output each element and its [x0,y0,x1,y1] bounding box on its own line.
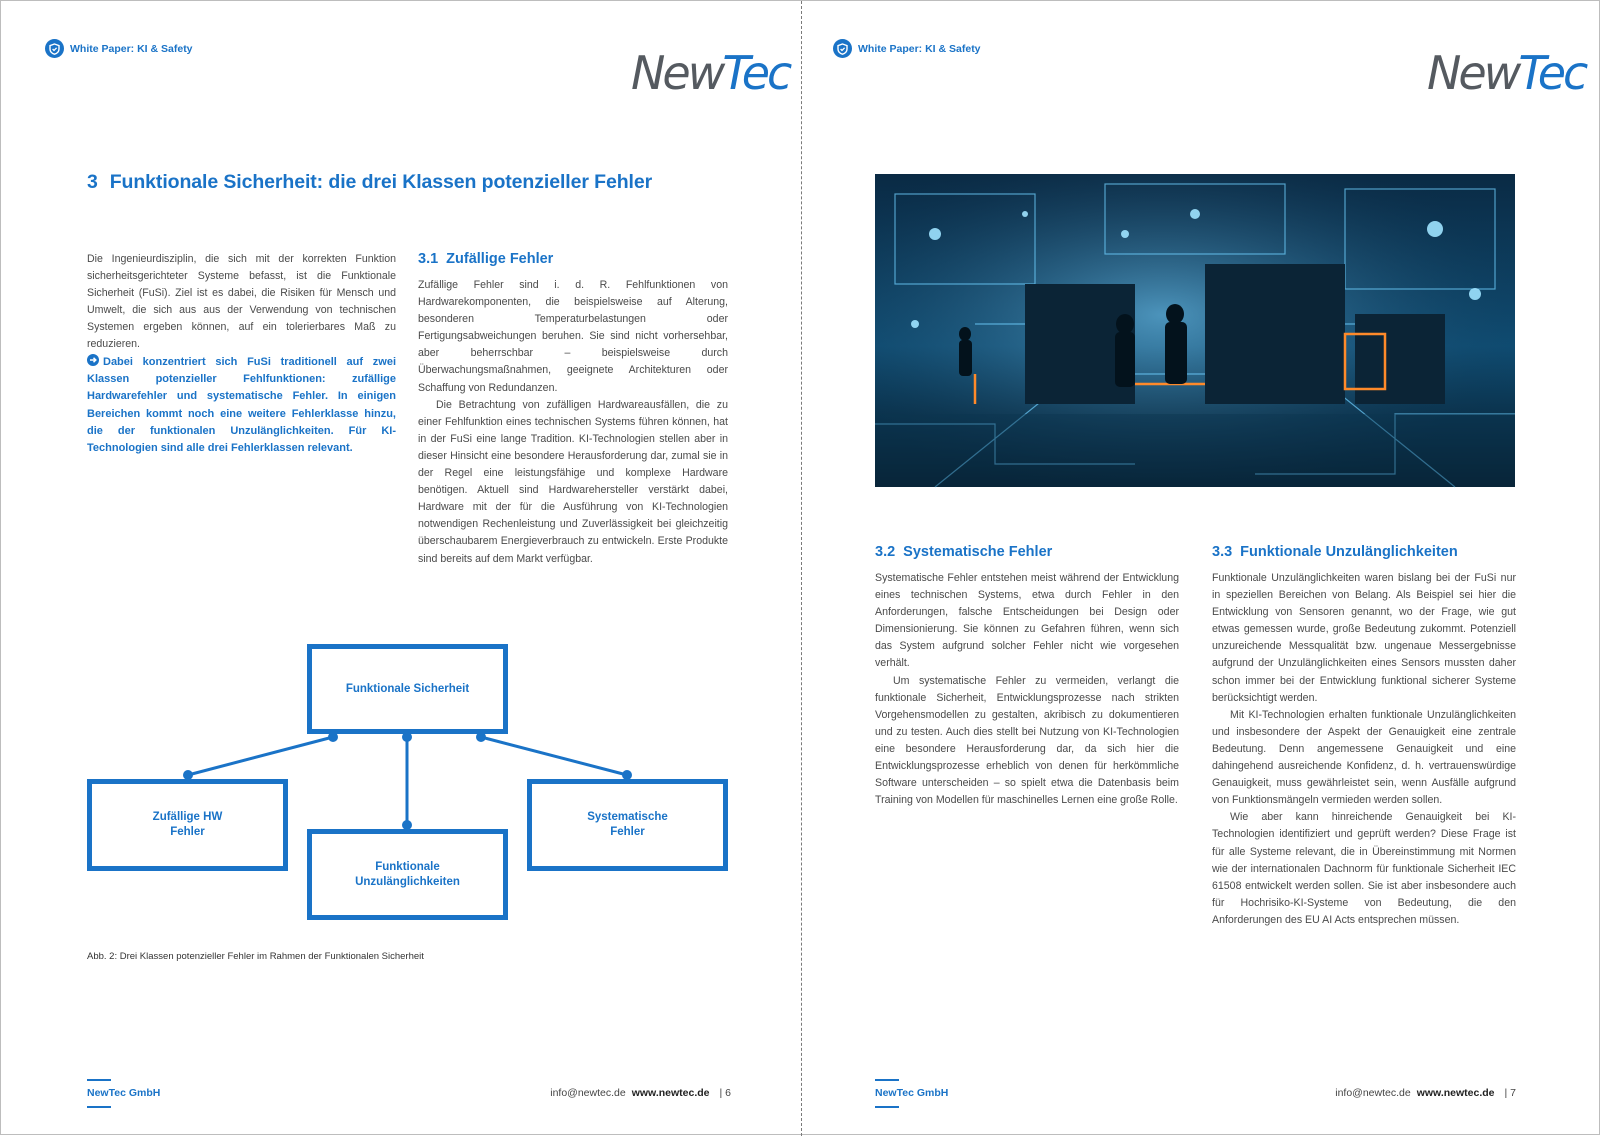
box-functional-safety: Funktionale Sicherheit [307,644,508,734]
footer-web[interactable]: www.newtec.de [1416,1087,1495,1099]
svg-text:NewTec: NewTec [631,46,790,100]
newtec-logo [631,37,790,101]
footer-contact [1335,1087,1516,1099]
arrow-circle-icon [87,354,99,366]
footer-company: NewTec GmbH [875,1087,949,1099]
svg-text:NewTec: NewTec [1427,46,1586,100]
shield-icon [45,39,64,58]
callout-text: Dabei konzentriert sich FuSi traditionell auf zwei Klassen potenzieller Fehlfunktionen: zufällige Hardwarefehler und systematische Fehler. In einigen Bereichen kommt noch eine weitere Fehlerklasse hinzu, die der funktionalen Unzulänglichkeiten. Für KI-Technologien sind alle drei Fehlerklassen relevant. [87,356,396,455]
footer-email[interactable]: info@newtec.de [1335,1087,1411,1099]
newtec-logo [1427,37,1586,101]
page-left [1,1,801,1136]
factory-illustration [875,174,1515,487]
figure-caption: Abb. 2: Drei Klassen potenzieller Fehler im Rahmen der Funktionalen Sicherheit [87,951,424,962]
page-number: | 7 [1504,1087,1516,1099]
fault-classes-diagram [87,641,729,923]
box-random-hw-faults: Zufällige HW Fehler [87,779,288,871]
header-tag-text: White Paper: KI & Safety [70,42,193,55]
header-tag [833,39,981,58]
box-systematic-faults: Systematische Fehler [527,779,728,871]
header-tag [45,39,193,58]
section-3-2-title: 3.2 Systematische Fehler [875,544,1053,560]
intro-text: Die Ingenieurdisziplin, die sich mit der korrekten Funktion sicherheitsgerichteter Systeme befasst, ist die Funktionale Sicherheit (FuSi). Ziel ist es dabei, die Risiken für Mensch und Umwelt, die sich aus aus der Verwendung von technischen Systemen ergeben können, auf ein tolerierbares Maß zu reduzieren. [87,253,396,351]
chapter-title: 3 Funktionale Sicherheit: die drei Klassen potenzieller Fehler [87,171,653,193]
shield-icon [833,39,852,58]
page-right [789,1,1589,1136]
footer-email[interactable]: info@newtec.de [550,1087,626,1099]
section-3-3-title: 3.3 Funktionale Unzulänglichkeiten [1212,544,1458,560]
footer-web[interactable]: www.newtec.de [631,1087,710,1099]
section-3-1-text: Zufällige Fehler sind i. d. R. Fehlfunktionen von Hardwarekomponenten, die beispielsweise auf Alterung, besonderen Temperaturbelastungen oder Fertigungsabweichungen beruhen. Sie sind nicht vorhersehbar, aber beherrschbar – beispielsweise durch Überwachungsmaßnahmen, geeignete Architekturen oder Schaffung von Redundanzen. Die Betrachtung von zufälligen Hardwareausfällen, die zu einer Fehlfunktion eines technischen Systems führen können, hat in der FuSi eine lange Tradition. KI-Technologien stellen aber in dieser Hinsicht eine besondere Herausforderung dar, zumal sie in der Regel eine leistungsfähige und komplexe Hardware benötigen. Aktuell sind Hardwarehersteller verstärkt dabei, Hardware mit der für die Ausführung von KI-Technologien notwendigen Rechenleistung und Zuverlässigkeit bei gleichzeitig überschaubarem Energieverbrauch zu entwickeln. Erste Produkte sind bereits auf dem Markt verfügbar. [418,279,728,565]
section-3-3-text: Funktionale Unzulänglichkeiten waren bislang bei der FuSi nur in speziellen Bereichen von Belang. Als Beispiel sei hier die Entwicklung von Sensoren genannt, wo der Frage, wie gut etwas gemessen wurde, große Bedeutung zukommt. Potenziell unzureichende Messqualität bzw. ungenaue Messergebnisse aufgrund der Unzulänglichkeiten eines Sensors mussten daher schon immer bei der Entwicklung funktional sicherer Systeme berücksichtigt werden. Mit KI-Technologien erhalten funktionale Unzulänglichkeiten und insbesondere der Aspekt der Genauigkeit eine zentrale Bedeutung. Denn angemessene Genauigkeit und eine dahingehend ausreichende Konfidenz, d. h. vertrauenswürdige Genauigkeit, muss gewährleistet sein, wenn Ausfälle aufgrund von Funktionsmängeln vermieden werden sollen. Wie aber kann hinreichende Genauigkeit bei KI-Technologien identifiziert und geprüft werden? Diese Frage ist für alle Systeme relevant, die in Übereinstimmung mit Normen wie der internationalen Dachnorm für funktionale Sicherheit IEC 61508 entwickelt werden sollen. Sie ist aber insbesondere auch für Hochrisiko-KI-Systeme von Bedeutung, die den Anforderungen des EU AI Acts entsprechen müssen. [1212,572,1516,926]
section-3-1-title: 3.1 Zufällige Fehler [418,251,554,267]
section-3-2-text: Systematische Fehler entstehen meist während der Entwicklung eines technischen Systems, etwa durch Fehler in den Anforderungen, falsche Entscheidungen bei Design oder Dimensionierung. Sie können zu Gefahren führen, wenn sich das System aufgrund solcher Fehler nicht wie vorgesehen verhält. Um systematische Fehler zu vermeiden, verlangt die funktionale Sicherheit, Entwicklungsprozesse nach strikten Vorgehensmodellen zu gestalten, akribisch zu dokumentieren und zu testen. Auch dies stellt bei Nutzung von KI-Technologien eine besondere Herausforderung dar, da sich hier die Entwicklungsprozesse erheblich von denen für herkömmliche Software unterscheiden – so spielt etwa die Datenbasis beim Training von Modellen für maschinelles Lernen eine große Rolle. [875,572,1179,807]
page-number: | 6 [719,1087,731,1099]
header-tag-text: White Paper: KI & Safety [858,42,981,55]
footer-contact [550,1087,731,1099]
footer-company: NewTec GmbH [87,1087,161,1099]
box-functional-insufficiencies: Funktionale Unzulänglichkeiten [307,829,508,920]
